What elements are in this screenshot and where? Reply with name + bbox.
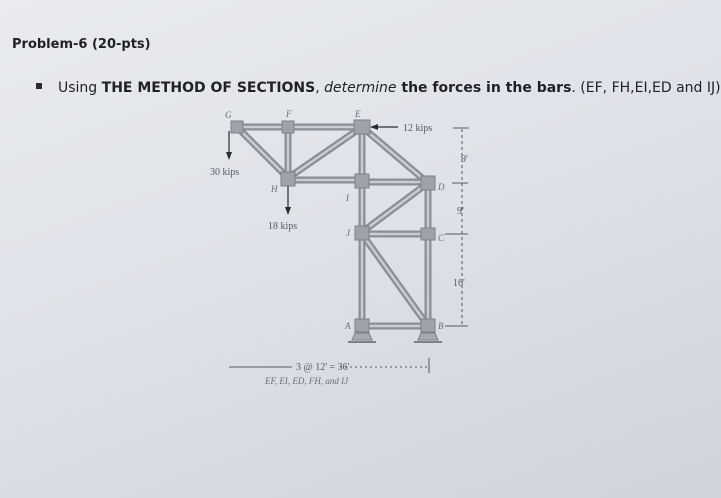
node-label-G: G bbox=[225, 110, 232, 120]
node-label-E: E bbox=[355, 109, 361, 119]
support-B bbox=[414, 333, 442, 342]
figure-caption: EF, EI, ED, FH, and IJ bbox=[265, 376, 349, 386]
support-A bbox=[348, 333, 376, 342]
load-arrow-18kips bbox=[285, 186, 291, 215]
joint-F bbox=[282, 121, 294, 133]
node-label-C: C bbox=[438, 233, 445, 243]
load-label-12kips: 12 kips bbox=[403, 123, 433, 134]
load-arrow-12kips bbox=[370, 124, 398, 130]
node-label-F: F bbox=[286, 109, 292, 119]
instruction-prefix: Using bbox=[58, 80, 102, 96]
instruction-method: THE METHOD OF SECTIONS bbox=[101, 80, 316, 96]
dim-label-d3: 16' bbox=[453, 278, 465, 289]
joint-H bbox=[281, 172, 295, 186]
instruction-suffix: . (EF, FH,EI,ED and IJ) bbox=[571, 80, 721, 96]
joint-G bbox=[231, 121, 243, 133]
node-label-D: D bbox=[438, 182, 445, 192]
joint-A bbox=[355, 319, 369, 332]
joint-I bbox=[355, 174, 369, 188]
instruction-verb: determine bbox=[324, 80, 397, 96]
joint-E bbox=[354, 120, 370, 134]
load-label-30kips: 30 kips bbox=[210, 167, 240, 178]
node-label-A: A bbox=[345, 321, 351, 331]
instruction-comma: , bbox=[315, 80, 325, 96]
joint-B bbox=[421, 319, 435, 332]
joint-C bbox=[421, 228, 435, 240]
dim-label-d2: 9' bbox=[457, 206, 464, 217]
load-arrow-30kips bbox=[226, 131, 232, 160]
dim-label-bottom: 3 @ 12' = 36' bbox=[296, 362, 350, 373]
joint-J bbox=[355, 226, 369, 240]
joint-D bbox=[421, 176, 435, 190]
node-label-H: H bbox=[271, 184, 278, 194]
dim-label-d1: 9' bbox=[461, 154, 468, 165]
instruction-middle: the forces in the bars bbox=[396, 80, 572, 96]
problem-title: Problem-6 (20-pts) bbox=[12, 37, 151, 52]
node-label-J: J bbox=[346, 228, 350, 238]
load-label-18kips: 18 kips bbox=[268, 221, 298, 232]
node-label-B: B bbox=[438, 321, 444, 331]
node-label-I: I bbox=[346, 193, 349, 203]
